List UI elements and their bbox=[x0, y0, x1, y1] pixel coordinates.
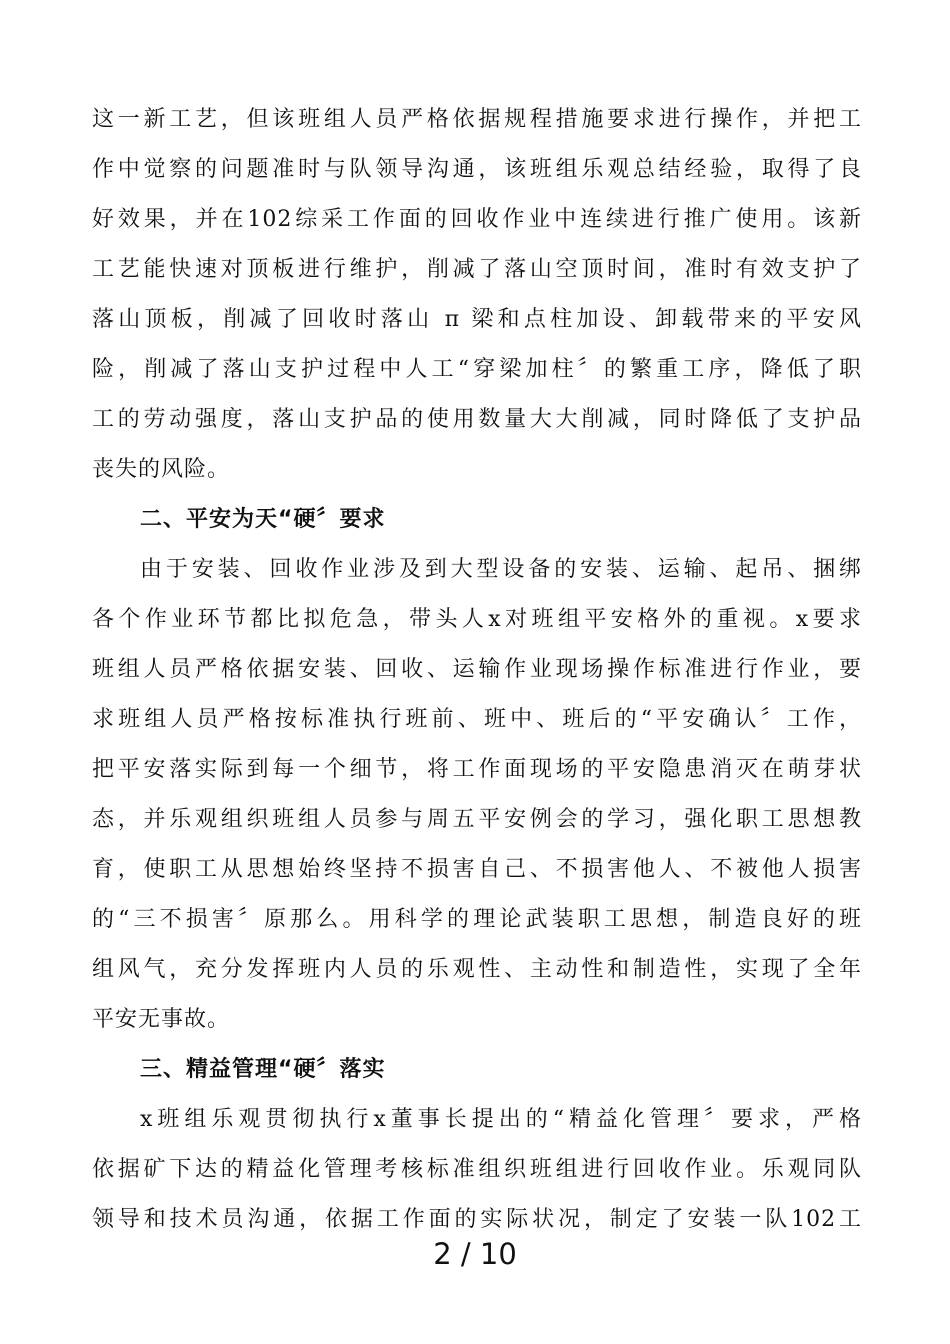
section-heading-2: 二、平安为天“硬〞要求 bbox=[140, 507, 386, 532]
paragraph-2-line-9: 组风气，充分发挥班内人员的乐观性、主动性和制造性，实现了全年 bbox=[92, 957, 862, 982]
paragraph-1-line-2: 作中觉察的问题准时与队领导沟通，该班组乐观总结经验，取得了良 bbox=[92, 157, 862, 182]
paragraph-2-line-6: 态，并乐观组织班组人员参与周五平安例会的学习，强化职工思想教 bbox=[92, 807, 862, 832]
paragraph-1-line-7: 工的劳动强度，落山支护品的使用数量大大削减，同时降低了支护品 bbox=[92, 407, 862, 432]
page-number: 2 / 10 bbox=[433, 1237, 517, 1271]
paragraph-2-line-5: 把平安落实际到每一个细节，将工作面现场的平安隐患消灭在萌芽状 bbox=[92, 757, 862, 782]
paragraph-2-line-3: 班组人员严格依据安装、回收、运输作业现场操作标准进行作业，要 bbox=[92, 657, 862, 682]
paragraph-3-line-1: x班组乐观贯彻执行x董事长提出的“精益化管理〞要求，严格 bbox=[140, 1107, 862, 1132]
paragraph-2-line-10: 平安无事故。 bbox=[92, 1007, 231, 1032]
paragraph-1-line-8: 丧失的风险。 bbox=[92, 457, 231, 482]
paragraph-2-line-8: 的“三不损害〞原那么。用科学的理论武装职工思想，制造良好的班 bbox=[92, 907, 862, 932]
paragraph-1-line-4: 工艺能快速对顶板进行维护，削减了落山空顶时间，准时有效支护了 bbox=[92, 257, 862, 282]
paragraph-2-line-4: 求班组人员严格按标准执行班前、班中、班后的“平安确认〞工作， bbox=[92, 707, 862, 732]
paragraph-3-line-3: 领导和技术员沟通，依据工作面的实际状况，制定了安装一队102工 bbox=[92, 1207, 862, 1232]
paragraph-1-line-5: 落山顶板，削减了回收时落山 π 梁和点柱加设、卸载带来的平安风 bbox=[92, 307, 862, 332]
paragraph-2-line-1: 由于安装、回收作业涉及到大型设备的安装、运输、起吊、捆绑 bbox=[140, 557, 862, 582]
section-heading-3: 三、精益管理“硬〞落实 bbox=[140, 1057, 386, 1082]
paragraph-1-line-6: 险，削减了落山支护过程中人工“穿梁加柱〞的繁重工序，降低了职 bbox=[92, 357, 862, 382]
paragraph-2-line-2: 各个作业环节都比拟危急，带头人x对班组平安格外的重视。x要求 bbox=[92, 607, 862, 632]
paragraph-1-line-1: 这一新工艺，但该班组人员严格依据规程措施要求进行操作，并把工 bbox=[92, 107, 862, 132]
paragraph-2-line-7: 育，使职工从思想始终坚持不损害自己、不损害他人、不被他人损害 bbox=[92, 857, 862, 882]
paragraph-1-line-3: 好效果，并在102综采工作面的回收作业中连续进行推广使用。该新 bbox=[92, 207, 862, 232]
paragraph-3-line-2: 依据矿下达的精益化管理考核标准组织班组进行回收作业。乐观同队 bbox=[92, 1157, 862, 1182]
